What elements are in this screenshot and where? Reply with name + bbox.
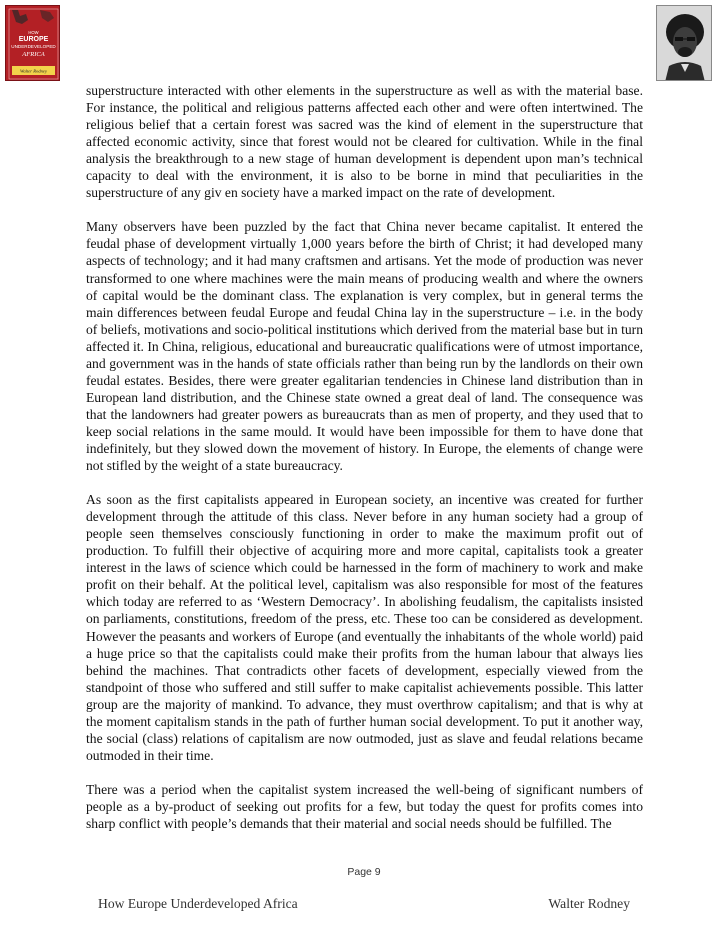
- cover-author: Walter Rodney: [19, 68, 48, 74]
- cover-title-main: EUROPE: [18, 36, 49, 43]
- author-portrait-image: [656, 5, 712, 81]
- book-cover-image: [5, 5, 60, 81]
- body-text: [86, 82, 643, 849]
- author-portrait-art: [657, 6, 712, 81]
- footer-author: Walter Rodney: [548, 896, 630, 911]
- paragraph: superstructure interacted with other elements in the superstructure as well as with the material base. For instance, the political and religious patterns affected each other and were often intertwined. The religious belief that a certain forest was sacred was the kind of element in the superstructure that affected economic activity, since that forest would not be cleared for cultivation. While in the final analysis the breakthrough to a new stage of human development is dependent upon man’s technical capacity to deal with the environment, it is also to be borne in mind that peculiarities in the superstructure of any giv en society have a marked impact on the rate of development.: [86, 83, 643, 201]
- footer-title: How Europe Underdeveloped Africa: [98, 896, 298, 911]
- paragraph: There was a period when the capitalist system increased the well-being of significant numbers of people as a by-product of seeking out profits for a few, but today the quest for profits comes into sharp conflict with people’s demands that their material and social needs should be fulfilled. The: [86, 781, 643, 832]
- book-cover-art: [6, 6, 60, 81]
- page-number: Page 9: [347, 866, 381, 878]
- cover-title-sub: AFRICA: [22, 51, 45, 58]
- paragraph: Many observers have been puzzled by the fact that China never became capitalist. It entered the feudal phase of development virtually 1,000 years before the birth of Christ; it had developed many aspects of technology; and it had many craftsmen and artisans. Yet the mode of production was never transformed to one where machines were the main means of producing wealth and where the owners of capital would be the dominant class. The explanation is very complex, but in general terms the main differences between feudal Europe and feudal China lay in the superstructure – i.e. in the body of beliefs, motivations and socio-political institutions which derived from the material base but in turn affected it. In China, religious, educational and bureaucratic qualifications were of utmost importance, and government was in the hands of state officials rather than being run by the landlords on their own feudal estates. Besides, there were greater egalitarian tendencies in Chinese land distribution than in European land distribution, and the Chinese state owned a great deal of land. The consequence was that the landowners had greater powers as bureaucrats than as men of property, and they used that to keep social relations in the same mould. It would have been impossible for them to have done that indefinitely, but they slowed down the movement of history. In Europe, the elements of change were not stifled by the weight of a state bureaucracy.: [86, 219, 643, 474]
- cover-title-small: HOW: [28, 30, 39, 35]
- paragraph: As soon as the first capitalists appeared in European society, an incentive was created for further development through the attitude of this class. Never before in any human society had a group of people seen themselves consciously functioning in order to make the maximum profit out of production. To fulfill their objective of acquiring more and more capital, capitalists took a greater interest in the laws of science which could be harnessed in the form of machinery to work and make profit on their behalf. At the political level, capitalism was also responsible for most of the features which today are referred to as ‘Western Democracy’. In abolishing feudalism, the capitalists insisted on parliaments, constitutions, freedom of the press, etc. These too can be considered as development. However the peasants and workers of Europe (and eventually the inhabitants of the whole world) paid a huge price so that the capitalists could make their profits from the human labour that always lies behind the machines. That contradicts other facets of development, especially viewed from the standpoint of those who suffered and still suffer to make capitalist achievements possible. This latter group are the majority of mankind. To advance, they must overthrow capitalism; and that is why at the moment capitalism stands in the path of further human social development. To put it another way, the social (class) relations of capitalism are now outmoded, just as slave and feudal relations became outmoded in their time.: [86, 492, 643, 763]
- cover-title-mid: UNDERDEVELOPED: [11, 44, 56, 49]
